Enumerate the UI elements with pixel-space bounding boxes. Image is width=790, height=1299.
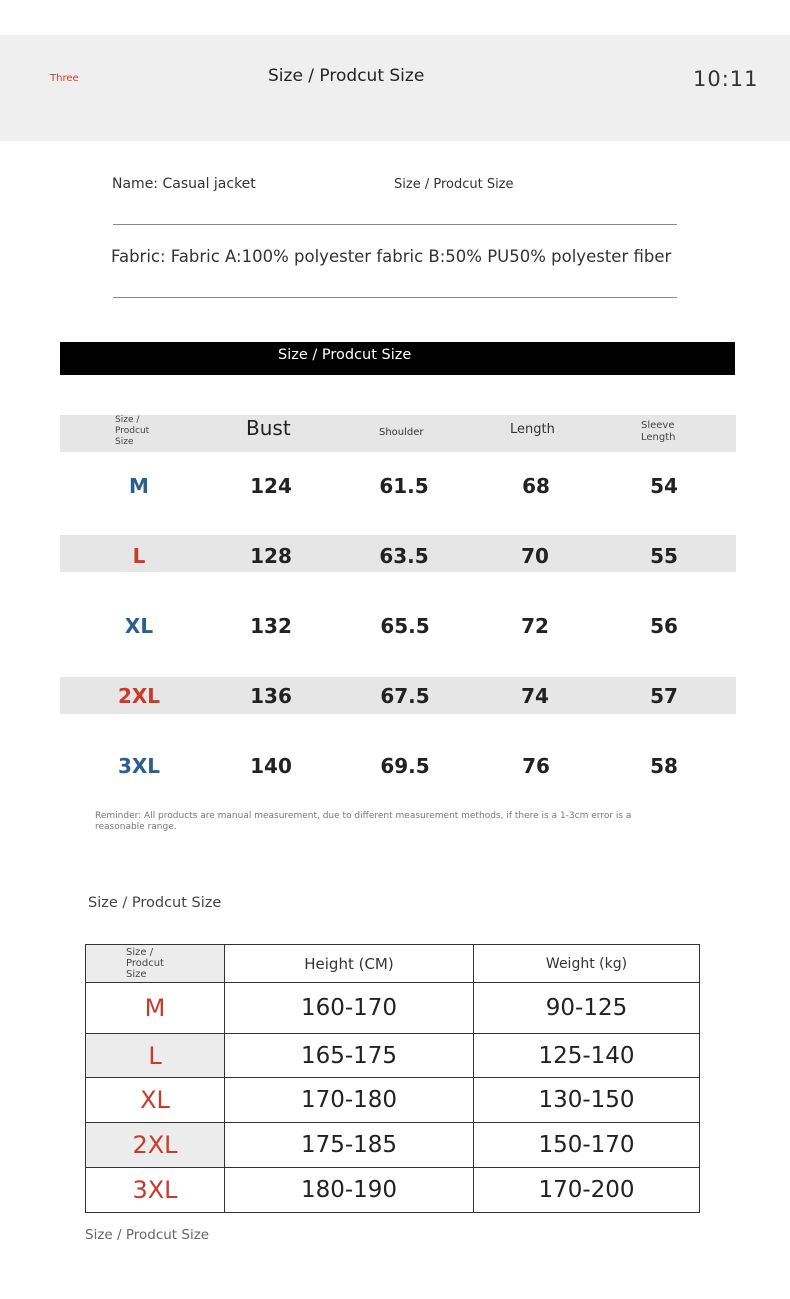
weight-value: 150-170 [474,1123,700,1168]
table-row [86,1168,700,1213]
weight-value: 130-150 [474,1078,700,1123]
height-value: 170-180 [225,1078,474,1123]
table-row [86,983,700,1034]
bust-value: 124 [250,474,292,498]
length-value: 76 [522,754,550,778]
table-header-row [86,945,700,983]
shoulder-value: 69.5 [380,754,430,778]
shoulder-value: 63.5 [379,544,429,568]
size-label: 3XL [117,754,161,778]
size-label: L [132,544,146,568]
reminder-note: Reminder: All products are manual measurement, due to different measurement methods, if there is a 1-3cm error is a reasonable range. [95,811,632,832]
bust-value: 136 [250,684,292,708]
length-value: 70 [521,544,549,568]
weight-header: Weight (kg) [474,945,700,983]
height-value: 165-175 [225,1034,474,1078]
sleeve-value: 57 [650,684,678,708]
shoulder-header: Shoulder [379,427,424,438]
height-value: 160-170 [225,983,474,1034]
table-row [86,1078,700,1123]
size-label: XL [124,614,154,638]
length-value: 72 [521,614,549,638]
bust-value: 132 [250,614,292,638]
shoulder-value: 65.5 [380,614,430,638]
header-band [0,35,790,141]
length-value: 68 [522,474,550,498]
bust-value: 140 [250,754,292,778]
info-size-label: Size / Prodcut Size [394,177,514,192]
size-label: L [86,1034,225,1078]
size-label: 2XL [117,684,161,708]
size-label: M [129,474,149,498]
divider [113,224,677,225]
section-title: Size / Prodcut Size [278,347,412,363]
fit-table-caption: Size / Prodcut Size [88,895,222,911]
size-column-header: Size / Prodcut Size [115,415,150,447]
bust-value: 128 [250,544,292,568]
size-label: 3XL [86,1168,225,1213]
size-label: M [86,983,225,1034]
bust-header: Bust [246,416,291,440]
product-name: Name: Casual jacket [112,176,256,192]
shoulder-value: 67.5 [380,684,430,708]
sleeve-value: 58 [650,754,678,778]
divider [113,297,677,298]
fit-table [85,944,700,1213]
table-row [86,1034,700,1078]
size-column-header: Size / Prodcut Size [86,945,225,983]
length-value: 74 [521,684,549,708]
sleeve-value: 55 [650,544,678,568]
header-left-label: Three [50,73,79,84]
table-row [86,1123,700,1168]
sleeve-length-header: Sleeve Length [641,420,676,443]
size-label: 2XL [86,1123,225,1168]
footer-label: Size / Prodcut Size [85,1227,210,1243]
weight-value: 170-200 [474,1168,700,1213]
clock-time: 10:11 [693,67,759,91]
height-value: 175-185 [225,1123,474,1168]
sleeve-value: 56 [650,614,678,638]
height-value: 180-190 [225,1168,474,1213]
weight-value: 90-125 [474,983,700,1034]
size-label: XL [86,1078,225,1123]
shoulder-value: 61.5 [379,474,429,498]
page-title: Size / Prodcut Size [268,66,425,86]
weight-value: 125-140 [474,1034,700,1078]
length-header: Length [510,422,555,437]
fabric-info: Fabric: Fabric A:100% polyester fabric B:50% PU50% polyester fiber [111,247,672,266]
sleeve-value: 54 [650,474,678,498]
height-header: Height (CM) [225,945,474,983]
